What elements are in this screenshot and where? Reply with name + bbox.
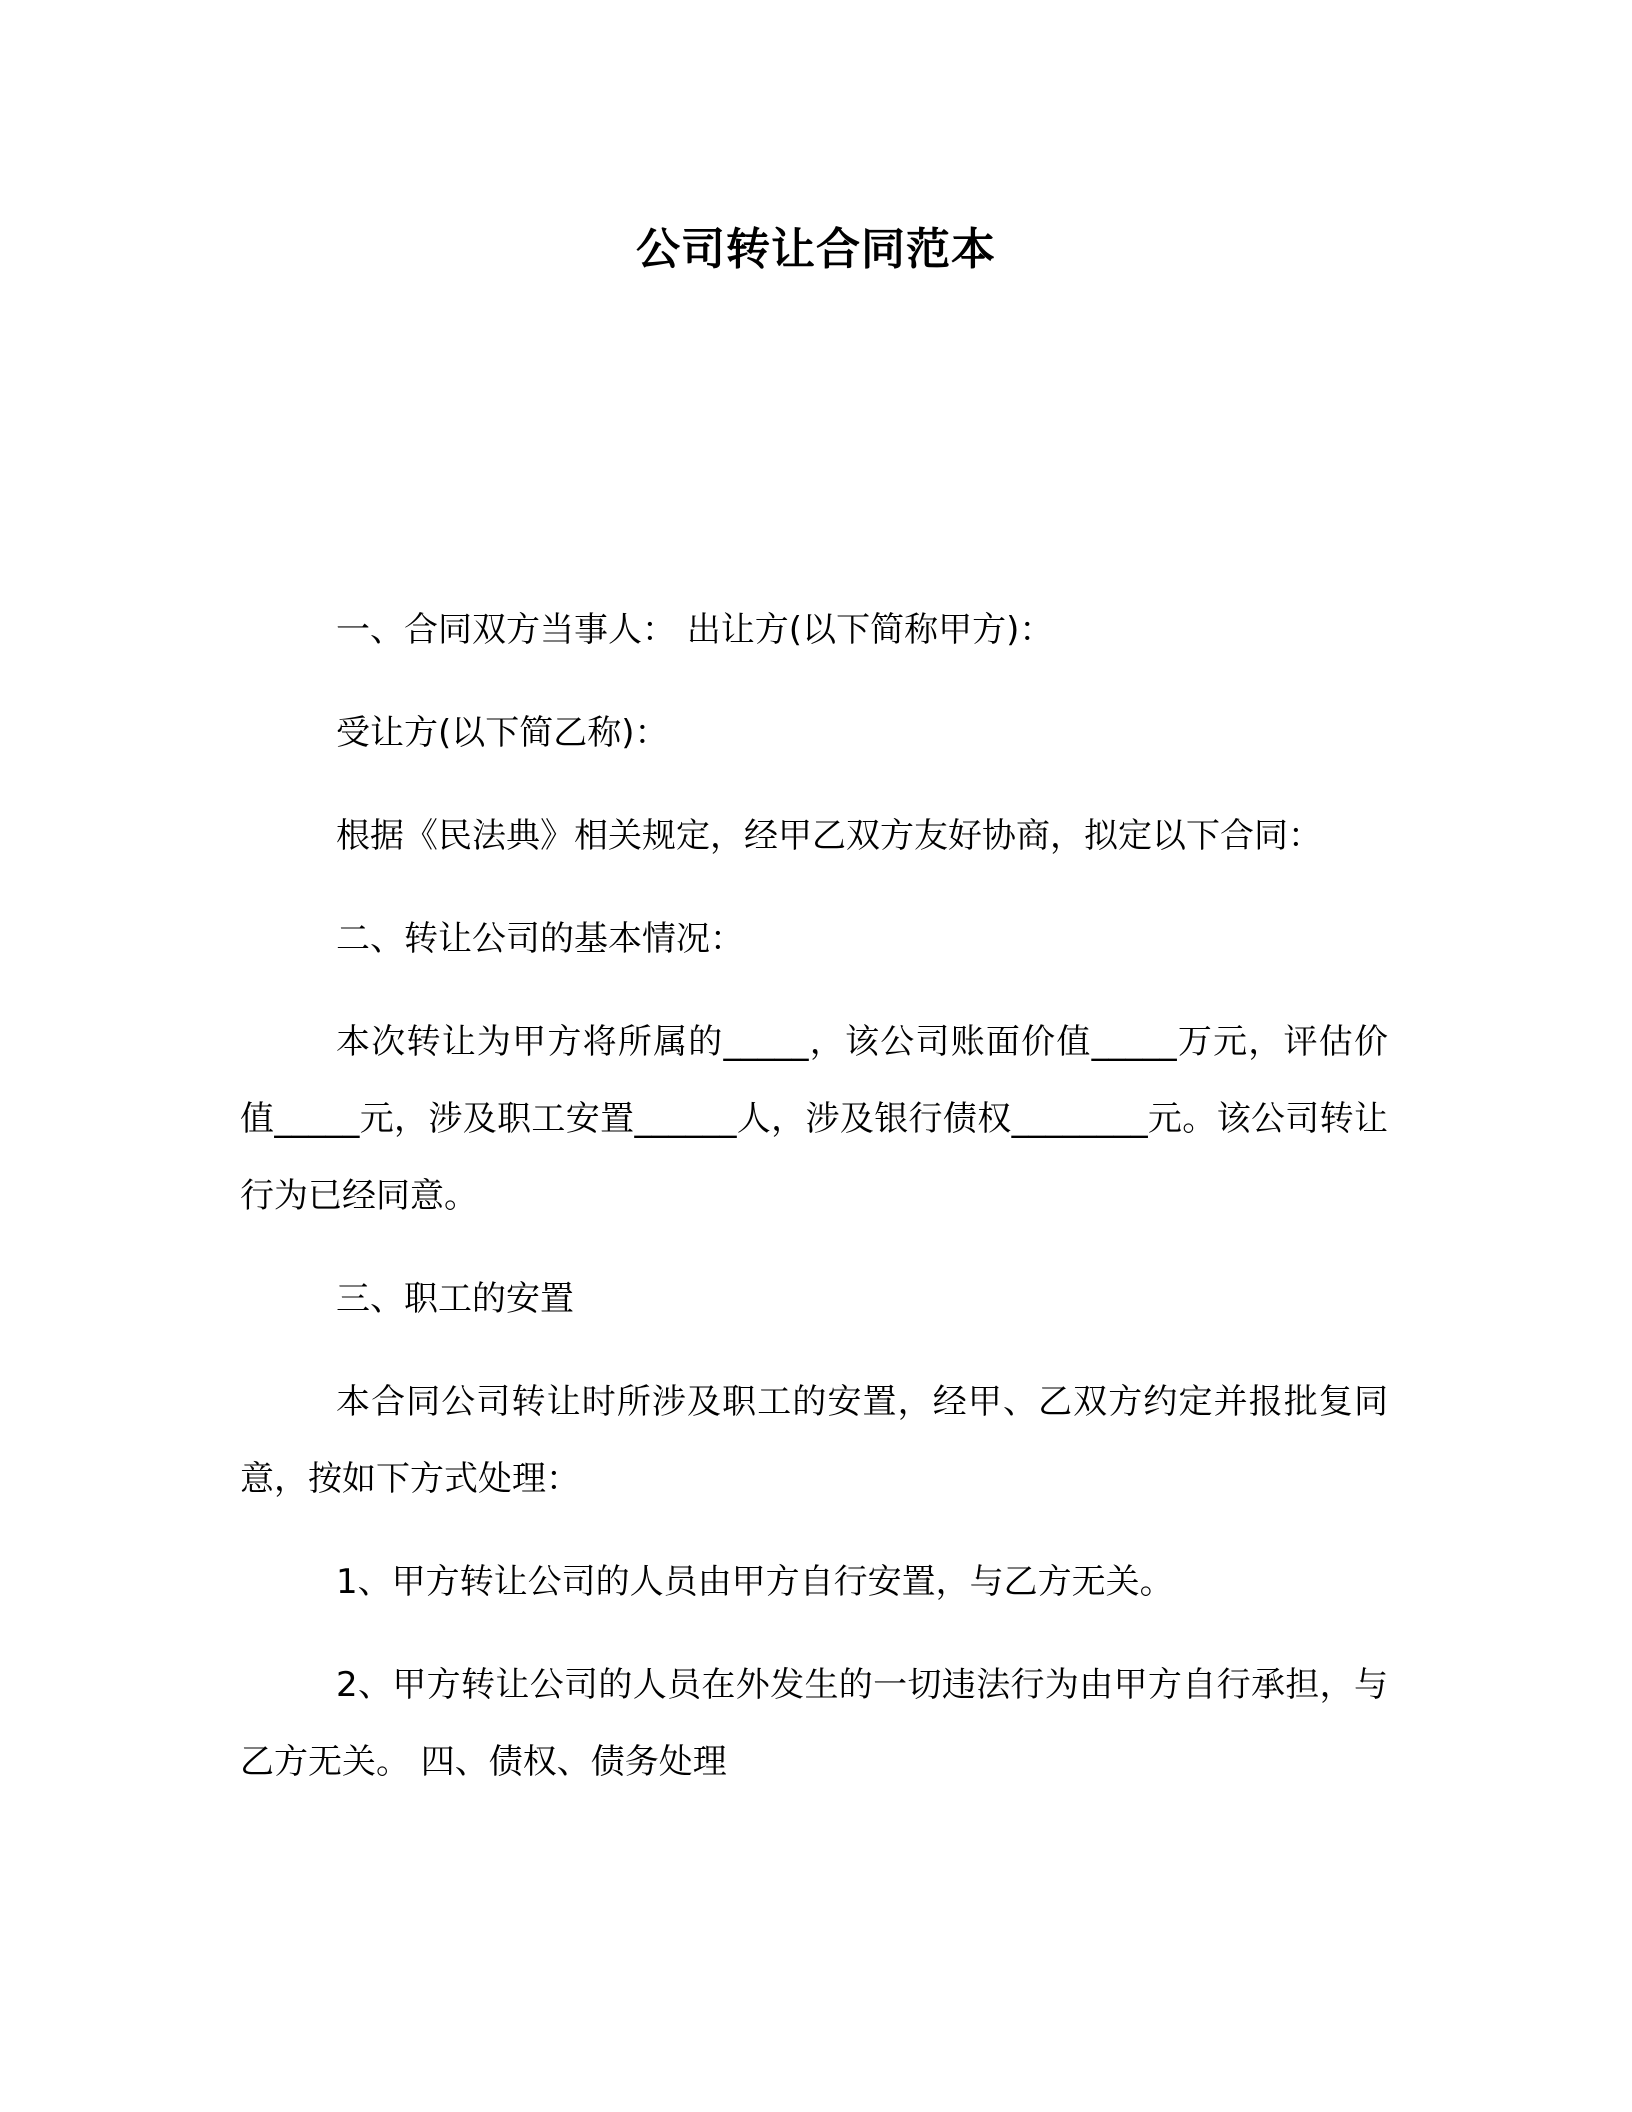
paragraph-transferee: 受让方(以下简乙称)： bbox=[336, 713, 669, 753]
paragraph-parties: 一、合同双方当事人： 出让方(以下简称甲方)： bbox=[336, 610, 1054, 650]
list-item-staff-2: 2、甲方转让公司的人员在外发生的一切违法行为由甲方自行承担，与乙方无关。 四、债权、债务处理 bbox=[240, 1665, 1388, 1782]
document-title: 公司转让合同范本 bbox=[636, 224, 996, 275]
section-heading-staff: 三、职工的安置 bbox=[336, 1279, 574, 1319]
paragraph-company-info: 本次转让为甲方将所属的_____，该公司账面价值_____万元，评估价值_____元，涉及职工安置______人，涉及银行债权________元。该公司转让行为已经同意。 bbox=[240, 1022, 1388, 1216]
list-item-staff-1: 1、甲方转让公司的人员由甲方自行安置，与乙方无关。 bbox=[336, 1562, 1174, 1602]
section-heading-company-info: 二、转让公司的基本情况： bbox=[336, 919, 744, 959]
paragraph-legal-basis: 根据《民法典》相关规定，经甲乙双方友好协商，拟定以下合同： bbox=[336, 816, 1322, 856]
document-body bbox=[240, 592, 1388, 1827]
paragraph-staff-placement: 本合同公司转让时所涉及职工的安置，经甲、乙双方约定并报批复同意，按如下方式处理： bbox=[240, 1382, 1388, 1499]
